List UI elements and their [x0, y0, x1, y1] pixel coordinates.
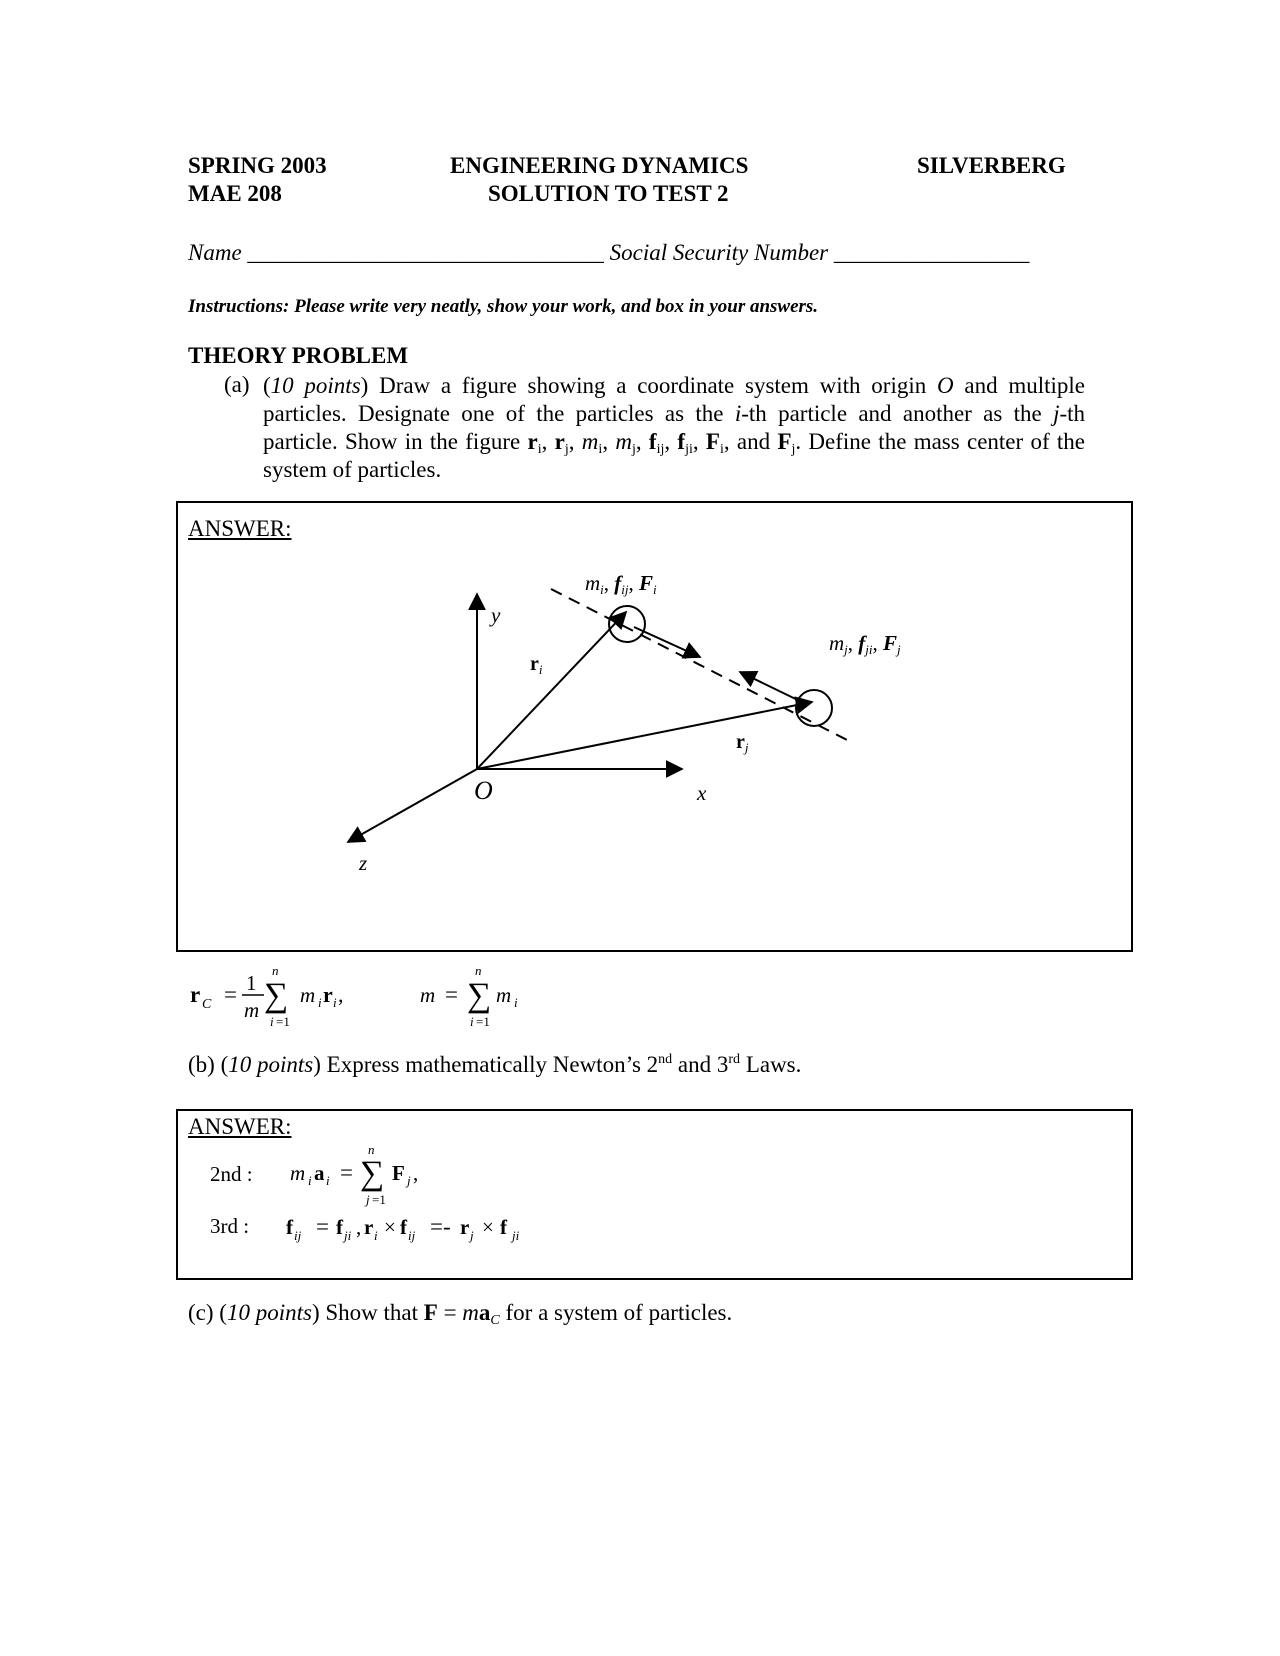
force-fij: [634, 627, 700, 657]
svg-text:m: m: [300, 983, 316, 1007]
svg-text:=1: =1: [372, 1192, 386, 1207]
svg-text:i: i: [270, 1014, 274, 1029]
part-b-rd: rd: [728, 1052, 741, 1067]
svg-text:,: ,: [356, 1215, 362, 1239]
answer-label-b: ANSWER:: [188, 1114, 292, 1139]
svg-text:ji: ji: [344, 1228, 352, 1243]
origin-label: O: [474, 776, 493, 805]
part-a-label: (a): [224, 372, 250, 397]
part-a-line2c: -th: [1059, 401, 1086, 426]
svg-text:i: i: [514, 995, 518, 1010]
part-c-F: F: [423, 1300, 438, 1325]
force-fji: [740, 672, 808, 705]
course-term: SPRING 2003: [188, 153, 327, 178]
second-law-label: 2nd :: [210, 1162, 253, 1186]
part-a-line1: Draw a figure showing a coordinate system with origin: [379, 373, 927, 398]
svg-text:r: r: [190, 982, 201, 1007]
svg-text:=-: =-: [430, 1214, 451, 1239]
svg-text:C: C: [202, 997, 212, 1012]
ri-vector: [477, 612, 626, 769]
line-of-action: [551, 589, 853, 743]
svg-text:m: m: [496, 983, 512, 1007]
answer-label-a: ANSWER:: [188, 516, 292, 541]
index-j: j: [1053, 401, 1060, 426]
svg-text:=: =: [224, 982, 237, 1007]
part-b-text: (b) (10 points) Express mathematically Newton’s 2nd and 3rd Laws.: [188, 1052, 802, 1077]
svg-text:r: r: [323, 982, 333, 1007]
svg-text:=: =: [340, 1160, 353, 1185]
svg-text:f: f: [286, 1215, 293, 1239]
svg-text:i: i: [374, 1228, 378, 1243]
course-number: MAE 208: [188, 181, 282, 206]
part-b-points: 10 points: [228, 1052, 314, 1077]
ssn-field[interactable]: _________________: [833, 240, 1030, 265]
svg-text:j: j: [470, 1228, 474, 1243]
svg-text:i: i: [333, 995, 337, 1010]
rj-vector: [477, 702, 812, 769]
part-a-line2b: -th particle and another as the: [741, 401, 1042, 426]
svg-text:n: n: [475, 963, 482, 978]
name-label: Name: [188, 240, 242, 265]
y-axis-label: y: [491, 603, 501, 627]
part-a-points: 10 points: [270, 373, 361, 398]
svg-text:m: m: [420, 983, 436, 1007]
newton-laws-formula: [280, 1142, 600, 1262]
origin-symbol: O: [937, 373, 954, 398]
index-i: i: [734, 401, 742, 426]
part-c-points: 10 points: [226, 1300, 312, 1325]
part-c-text1: Show that: [325, 1300, 418, 1325]
svg-text:i: i: [308, 1173, 312, 1188]
svg-text:n: n: [368, 1142, 375, 1157]
part-a-line2a: particles. Designate one of the particles as the: [263, 401, 724, 426]
svg-text:f: f: [500, 1215, 507, 1239]
part-a-text: (10 points) Draw a figure showing a coordinate system with origin O and multiple particles. Designate one of the particles as the i-th particle and another as the j-th particle. Show in the figure $r_i$, $r_j$, $m_i$, $m_j$, $f_{ij}$, $f_{ji}$, $F_i$, and $F_j$. Define the mass center of the system of particles.: [263, 373, 1086, 482]
instructions: Instructions: Please write very neatly, show your work, and box in your answers.: [188, 296, 819, 317]
ssn-label: Social Security Number: [609, 240, 829, 265]
part-b-text1: Express mathematically Newton’s 2: [326, 1052, 659, 1077]
z-axis: [348, 769, 477, 842]
svg-text:=1: =1: [476, 1014, 490, 1029]
part-c-text2: for a system of particles.: [505, 1300, 733, 1325]
svg-text:n: n: [272, 963, 279, 978]
svg-text:j: j: [366, 1192, 370, 1207]
svg-text:m: m: [244, 998, 260, 1022]
svg-text:F: F: [392, 1161, 405, 1185]
part-b-and: and 3: [677, 1052, 729, 1077]
part-c-label: (c): [188, 1300, 214, 1325]
svg-text:×: ×: [482, 1215, 494, 1239]
svg-text:∑: ∑: [360, 1155, 385, 1192]
svg-text:=1: =1: [276, 1014, 290, 1029]
svg-text:×: ×: [384, 1215, 396, 1239]
svg-text:r: r: [460, 1215, 470, 1239]
svg-text:1: 1: [246, 971, 257, 995]
instructor-name: SILVERBERG: [917, 153, 1066, 178]
svg-text:f: f: [336, 1215, 343, 1239]
theory-title: THEORY PROBLEM: [188, 343, 409, 368]
rj-label: $r_j$: [736, 731, 749, 755]
course-title: ENGINEERING DYNAMICS: [450, 153, 749, 178]
svg-text:ij: ij: [408, 1228, 416, 1243]
svg-text:=: =: [445, 982, 458, 1007]
svg-text:r: r: [364, 1215, 374, 1239]
svg-text:,: ,: [338, 982, 344, 1007]
part-a-and: and: [736, 429, 771, 454]
mass-center-formula: [180, 960, 560, 1030]
svg-text:a: a: [314, 1161, 325, 1185]
part-a-line4: the system of particles.: [263, 429, 1086, 482]
part-b-text2: Laws.: [745, 1052, 802, 1077]
svg-text:i: i: [318, 995, 322, 1010]
name-field[interactable]: _______________________________: [247, 240, 604, 265]
svg-text:f: f: [400, 1215, 407, 1239]
test-title: SOLUTION TO TEST 2: [488, 181, 729, 206]
ri-label: $r_i$: [530, 653, 543, 677]
svg-text:j: j: [407, 1173, 411, 1188]
part-c-C: C: [490, 1313, 500, 1328]
svg-text:m: m: [290, 1161, 306, 1185]
part-a-line3a: particle. Show in the figure: [263, 429, 521, 454]
svg-text:i: i: [326, 1173, 330, 1188]
part-a-line1-end: and multiple: [964, 373, 1085, 398]
part-b-nd: nd: [658, 1052, 673, 1067]
svg-text:i: i: [470, 1014, 474, 1029]
particle-i-label: mi, fij, Fi: [585, 571, 657, 597]
part-b-label: (b): [188, 1052, 215, 1077]
part-c-a: a: [478, 1300, 491, 1325]
x-axis-label: x: [697, 781, 707, 805]
part-a-line3b: . Define the mass center of: [795, 429, 1050, 454]
part-c-text: (c) (10 points) Show that $F = ma_C$ for a system of particles.: [188, 1300, 733, 1328]
svg-text:ji: ji: [512, 1228, 520, 1243]
svg-text:=: =: [316, 1214, 329, 1239]
part-c-eq: =: [443, 1300, 457, 1325]
z-axis-label: z: [359, 851, 368, 875]
particle-j-label: mj, fji, Fj: [829, 631, 901, 657]
particle-j: [796, 690, 832, 726]
svg-text:∑: ∑: [264, 977, 289, 1014]
svg-text:ij: ij: [294, 1228, 302, 1243]
part-c-m: m: [462, 1300, 479, 1325]
svg-text:∑: ∑: [467, 977, 492, 1014]
third-law-label: 3rd :: [210, 1214, 250, 1238]
svg-text:,: ,: [413, 1161, 419, 1185]
